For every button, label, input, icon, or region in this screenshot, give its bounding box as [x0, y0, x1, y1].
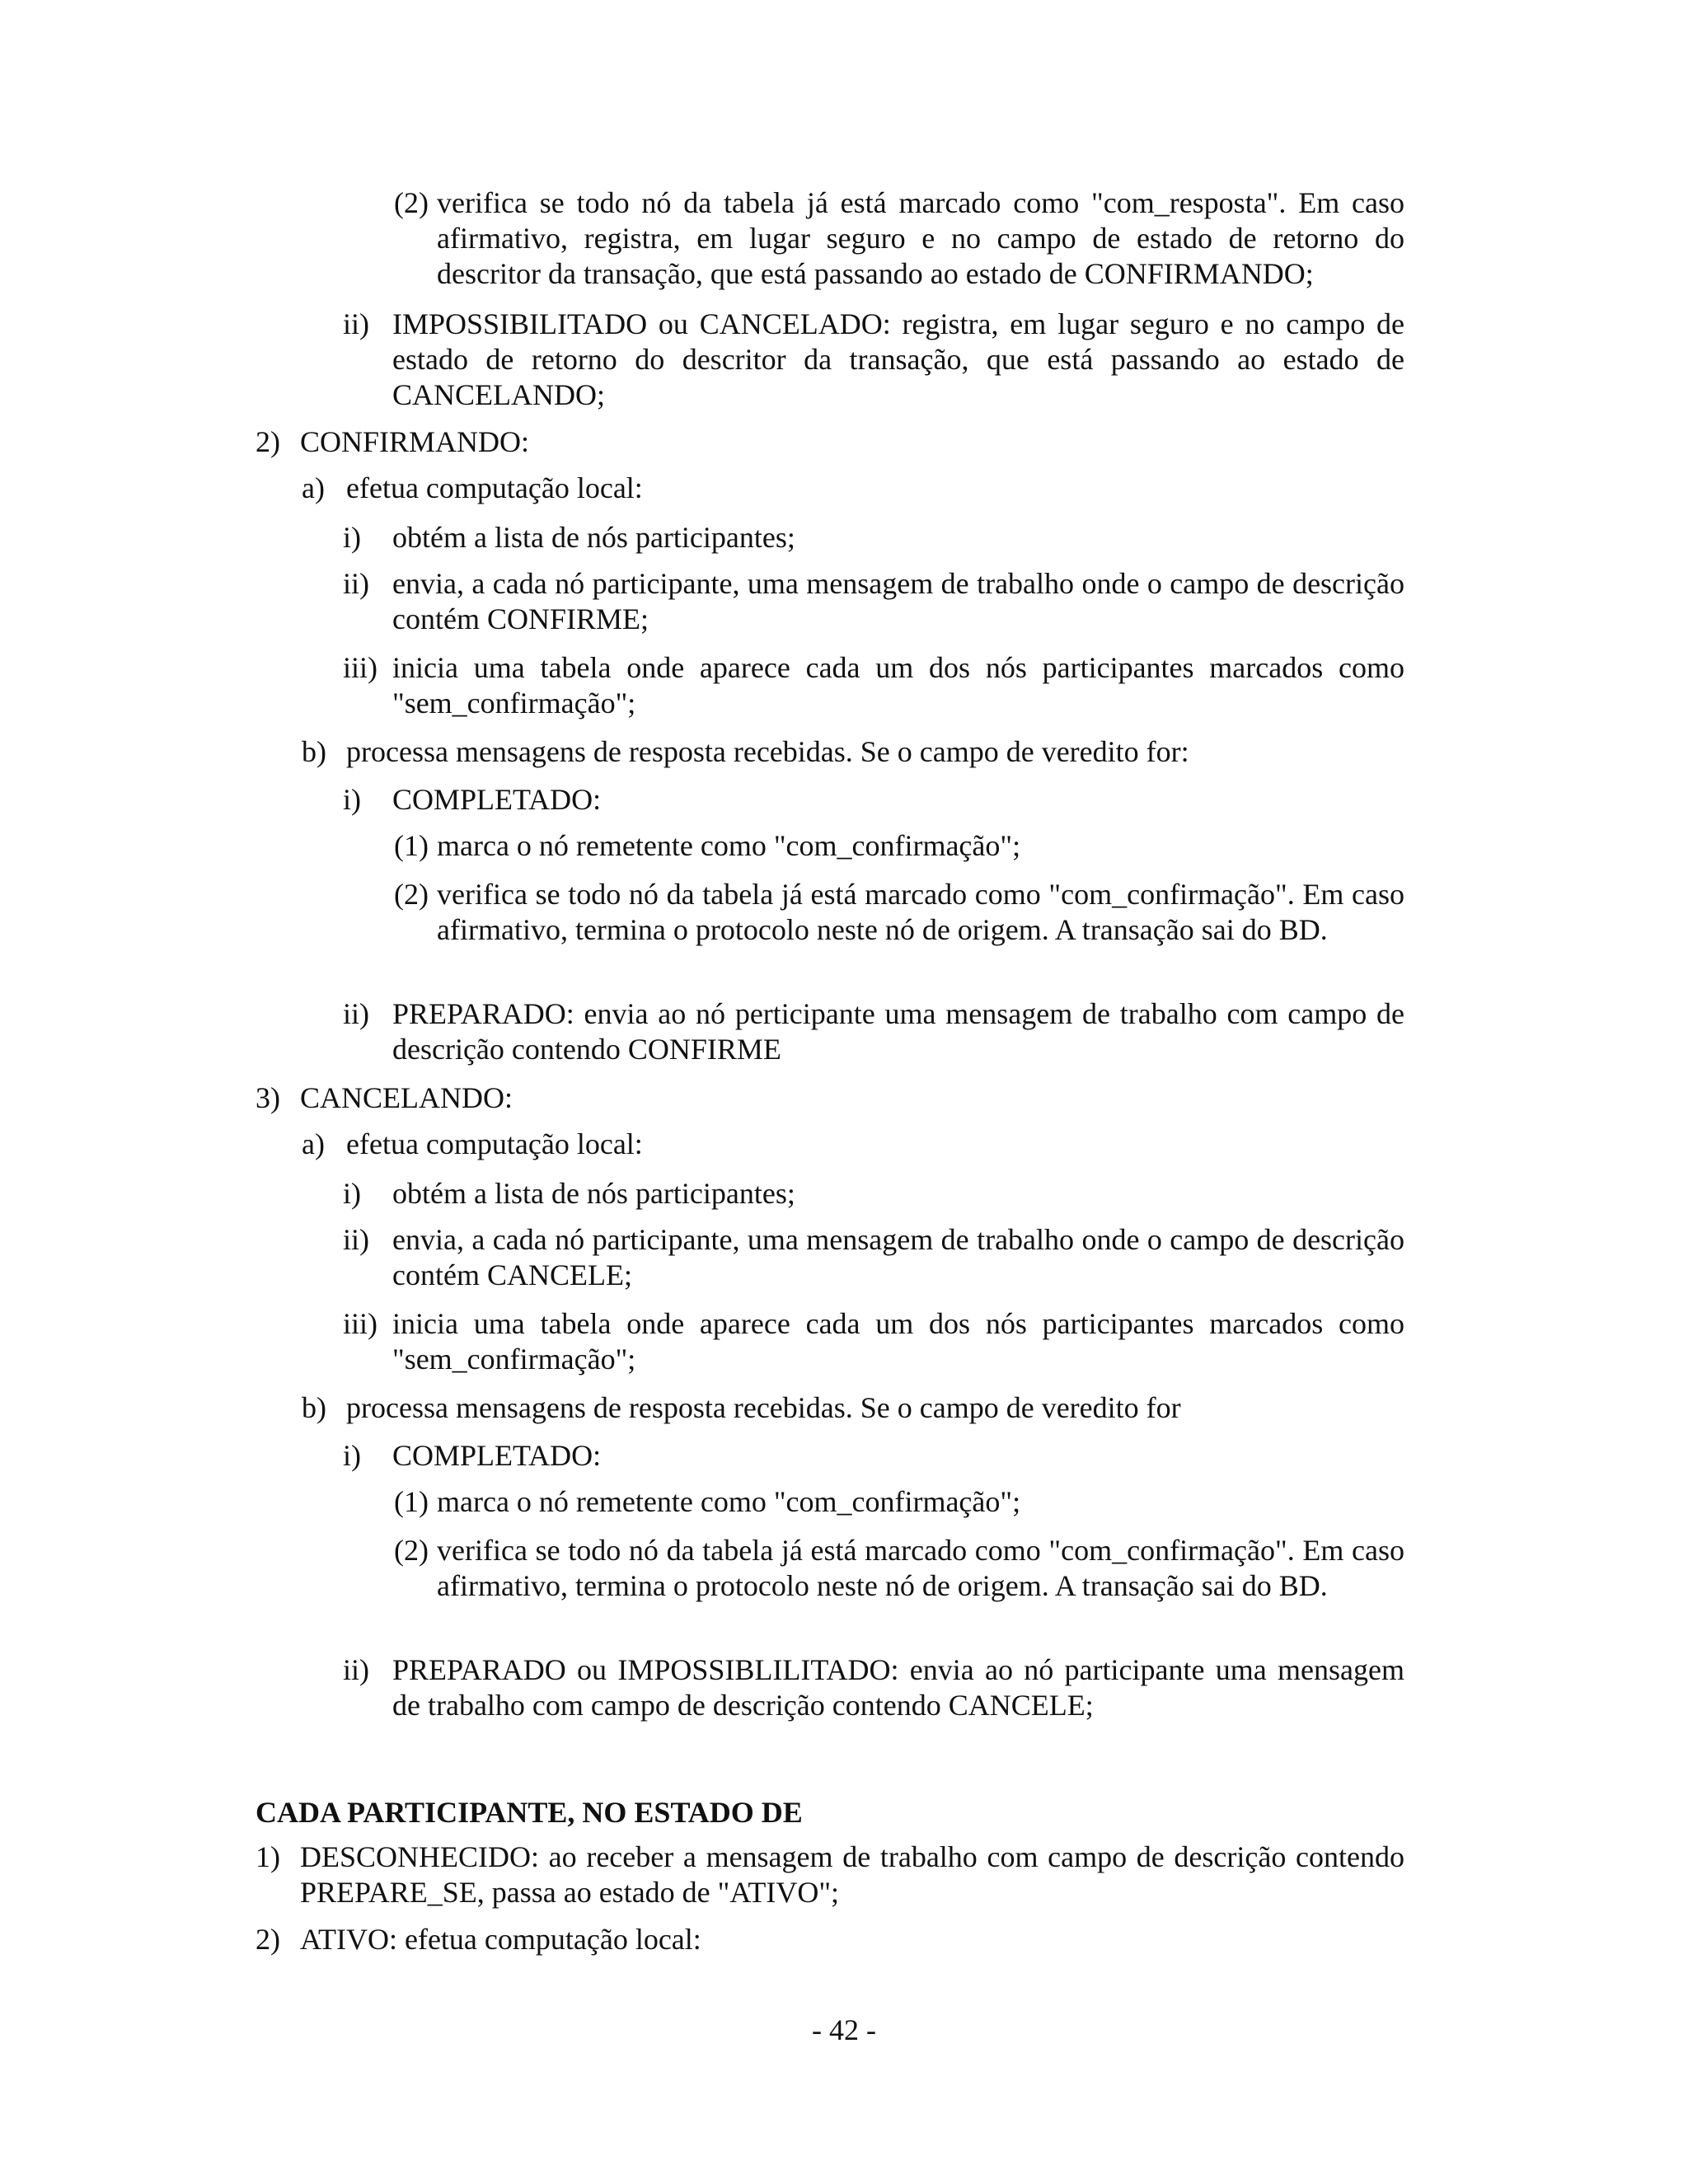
list-item [302, 1127, 1404, 1162]
item-text: efetua computação local: [346, 471, 643, 504]
item-label: (2) [394, 1534, 429, 1567]
item-label: b) [302, 1391, 326, 1424]
item-label: b) [302, 735, 326, 768]
item-label: ii) [343, 307, 369, 340]
item-text: envia, a cada nó participante, uma mensagem de trabalho onde o campo de descrição contém CANCELE; [392, 1223, 1404, 1291]
list-item [302, 471, 1404, 506]
item-text: DESCONHECIDO: ao receber a mensagem de trabalho com campo de descrição contendo PREPARE_SE, passa ao estado de "ATIVO"; [300, 1840, 1404, 1909]
list-item [343, 996, 1404, 1067]
list-item [343, 650, 1404, 721]
item-text: PREPARADO: envia ao nó perticipante uma mensagem de trabalho com campo de descrição contendo CONFIRME [392, 997, 1404, 1066]
list-item [302, 1390, 1404, 1426]
list-item [256, 1080, 1404, 1116]
list-item [343, 566, 1404, 637]
item-text: inicia uma tabela onde aparece cada um dos nós participantes marcados como "sem_confirmação"; [392, 1307, 1404, 1376]
item-label: iii) [343, 651, 377, 684]
item-text: marca o nó remetente como "com_confirmação"; [437, 1485, 1021, 1518]
item-label: (1) [394, 829, 429, 862]
item-label: ii) [343, 1653, 369, 1686]
list-item [394, 185, 1404, 292]
item-text: processa mensagens de resposta recebidas. Se o campo de veredito for [346, 1391, 1181, 1424]
list-item [343, 1438, 1404, 1474]
list-item [343, 307, 1404, 413]
list-item [343, 1176, 1404, 1212]
item-text: verifica se todo nó da tabela já está marcado como "com_confirmação". Em caso afirmativo, termina o protocolo neste nó de origem. A transação sai do BD. [437, 1534, 1404, 1602]
item-label: ii) [343, 567, 369, 600]
item-label: (2) [394, 186, 429, 219]
item-text: inicia uma tabela onde aparece cada um dos nós participantes marcados como "sem_confirmação"; [392, 651, 1404, 719]
item-text: envia, a cada nó participante, uma mensagem de trabalho onde o campo de descrição contém CONFIRME; [392, 567, 1404, 635]
list-item [256, 1840, 1404, 1910]
item-label: a) [302, 471, 325, 504]
list-item [343, 1652, 1404, 1723]
item-label: 3) [256, 1081, 280, 1114]
list-item [394, 877, 1404, 948]
list-item [394, 1484, 1404, 1520]
item-text: verifica se todo nó da tabela já está marcado como "com_confirmação". Em caso afirmativo, termina o protocolo neste nó de origem. A transação sai do BD. [437, 878, 1404, 946]
list-item [394, 828, 1404, 864]
item-text: obtém a lista de nós participantes; [392, 521, 795, 554]
item-label: ii) [343, 997, 369, 1030]
section-heading: CADA PARTICIPANTE, NO ESTADO DE [256, 1796, 803, 1829]
item-label: 2) [256, 425, 280, 458]
list-item [343, 1306, 1404, 1377]
item-label: i) [343, 783, 361, 816]
list-item [343, 1222, 1404, 1293]
item-label: (1) [394, 1485, 429, 1518]
item-label: i) [343, 521, 361, 554]
item-text: IMPOSSIBILITADO ou CANCELADO: registra, em lugar seguro e no campo de estado de retorno do descritor da transação, que está passando ao estado de CANCELANDO; [392, 307, 1404, 411]
item-text: efetua computação local: [346, 1127, 643, 1160]
item-label: 1) [256, 1840, 280, 1873]
list-item [302, 734, 1404, 770]
item-text: COMPLETADO: [392, 1439, 602, 1472]
item-text: COMPLETADO: [392, 783, 602, 816]
item-label: i) [343, 1177, 361, 1210]
item-text: verifica se todo nó da tabela já está marcado como "com_resposta". Em caso afirmativo, registra, em lugar seguro e no campo de estado de retorno do descritor da transação, que está passando ao estado de CONFIRMANDO; [437, 186, 1404, 290]
item-label: 2) [256, 1923, 280, 1956]
list-item [343, 520, 1404, 555]
page-number: - 42 - [812, 2013, 876, 2046]
list-item [256, 1922, 1404, 1957]
item-text: PREPARADO ou IMPOSSIBLILITADO: envia ao nó participante uma mensagem de trabalho com campo de descrição contendo CANCELE; [392, 1653, 1404, 1722]
item-label: i) [343, 1439, 361, 1472]
list-item [343, 782, 1404, 818]
item-text: ATIVO: efetua computação local: [300, 1923, 701, 1956]
item-text: CANCELANDO: [300, 1081, 513, 1114]
item-label: iii) [343, 1307, 377, 1340]
item-text: marca o nó remetente como "com_confirmação"; [437, 829, 1021, 862]
list-item [256, 424, 1404, 460]
item-text: CONFIRMANDO: [300, 425, 530, 458]
item-text: obtém a lista de nós participantes; [392, 1177, 795, 1210]
item-text: processa mensagens de resposta recebidas. Se o campo de veredito for: [346, 735, 1189, 768]
item-label: (2) [394, 878, 429, 911]
item-label: ii) [343, 1223, 369, 1256]
list-item [394, 1533, 1404, 1604]
item-label: a) [302, 1127, 325, 1160]
